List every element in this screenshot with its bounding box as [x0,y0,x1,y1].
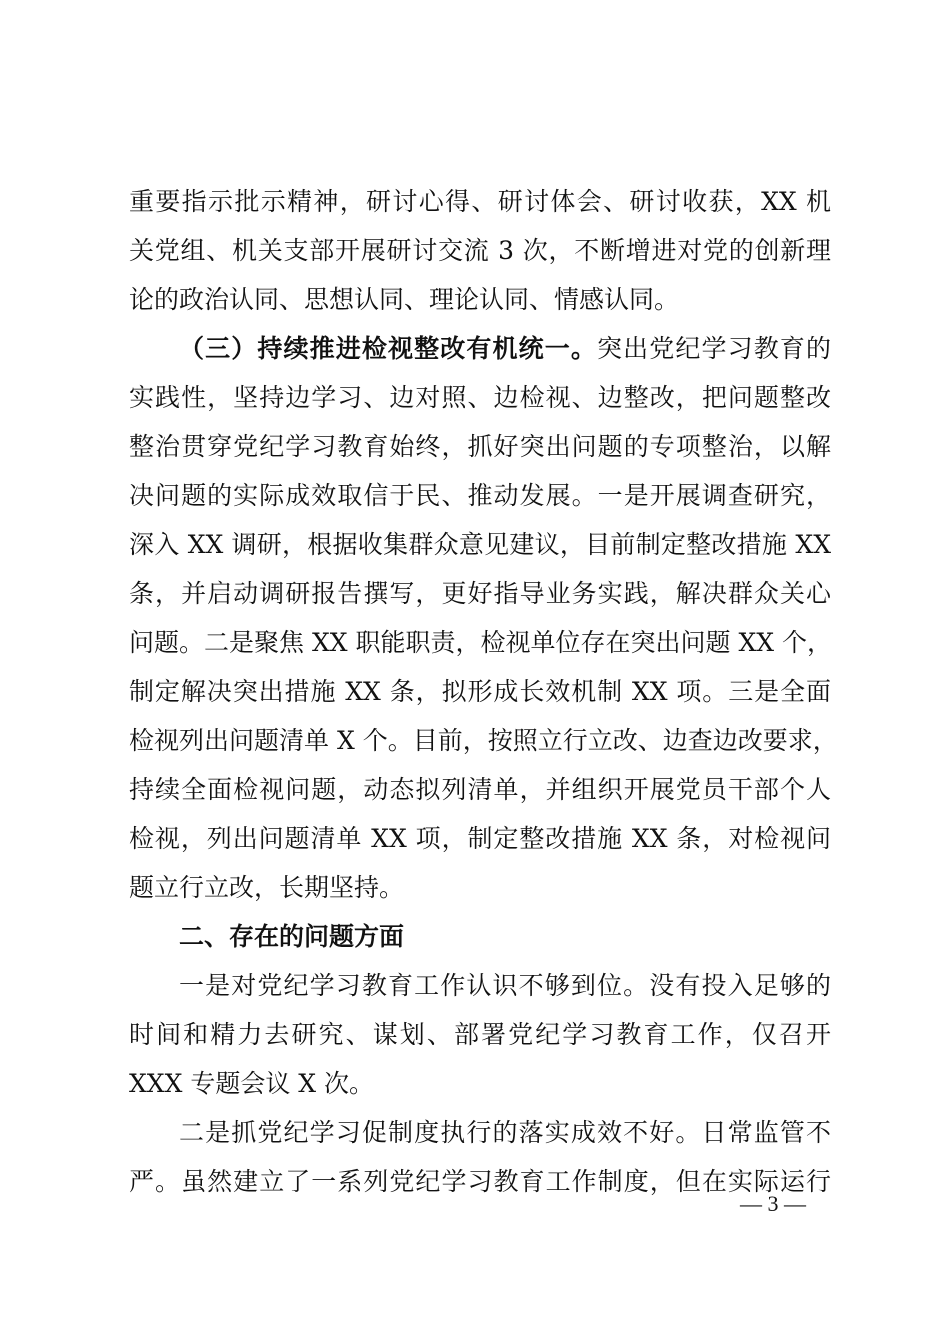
paragraph-2-line-5: 深入 XX 调研，根据收集群众意见建议，目前制定整改措施 XX [129,530,831,559]
paragraph-2-line-4: 决问题的实际成效取信于民、推动发展。一是开展调查研究， [129,481,831,510]
paragraph-1-line-3: 论的政治认同、思想认同、理论认同、情感认同。 [129,285,680,314]
paragraph-3-line-2: 时间和精力去研究、谋划、部署党纪学习教育工作，仅召开 [129,1020,831,1049]
paragraph-2-line-3: 整治贯穿党纪学习教育始终，抓好突出问题的专项整治，以解 [129,432,831,461]
paragraph-3-line-1: 一是对党纪学习教育工作认识不够到位。没有投入足够的 [179,971,831,1000]
paragraph-2-line-8: 制定解决突出措施 XX 条，拟形成长效机制 XX 项。三是全面 [129,677,831,706]
paragraph-2-line-1-rest: 突出党纪学习教育的 [596,334,831,363]
paragraph-4-line-2: 严。虽然建立了一系列党纪学习教育工作制度，但在实际运行 [129,1167,831,1196]
paragraph-2-line-12: 题立行立改，长期坚持。 [129,873,405,902]
paragraph-2-line-11: 检视，列出问题清单 XX 项，制定整改措施 XX 条，对检视问 [129,824,831,853]
paragraph-1-line-2: 关党组、机关支部开展研讨交流 3 次，不断增进对党的创新理 [129,236,831,265]
paragraph-4-line-1: 二是抓党纪学习促制度执行的落实成效不好。日常监管不 [179,1118,831,1147]
paragraph-2-line-1 [179,333,831,365]
paragraph-2-line-2: 实践性，坚持边学习、边对照、边检视、边整改，把问题整改 [129,383,831,412]
paragraph-2-line-10: 持续全面检视问题，动态拟列清单，并组织开展党员干部个人 [129,775,831,804]
paragraph-1-line-1: 重要指示批示精神，研讨心得、研讨体会、研讨收获，XX 机 [129,187,831,216]
page-number: — 3 — [740,1191,806,1216]
paragraph-2-line-6: 条，并启动调研报告撰写，更好指导业务实践，解决群众关心 [129,579,831,608]
section-heading: 二、存在的问题方面 [179,922,405,951]
paragraph-3-line-3: XXX 专题会议 X 次。 [129,1069,375,1098]
paragraph-2-line-9: 检视列出问题清单 X 个。目前，按照立行立改、边查边改要求， [129,726,838,755]
paragraph-2-lead: （三）持续推进检视整改有机统一。 [179,334,597,363]
paragraph-2-line-7: 问题。二是聚焦 XX 职能职责，检视单位存在突出问题 XX 个， [129,628,832,657]
